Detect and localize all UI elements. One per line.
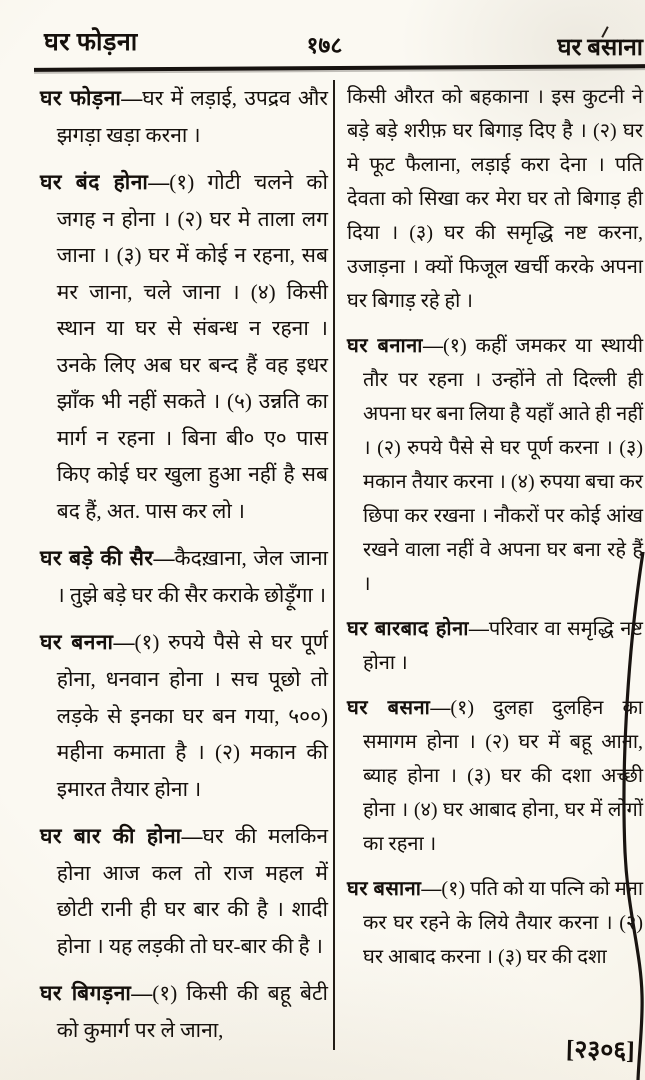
dictionary-entry [40,164,328,529]
entry-headword: घर बारबाद होना [347,618,469,640]
guide-word-right: घर बसाना [557,35,643,61]
entry-body: (१) गोटी चलने को जगह न होना । (२) घर मे ताला लग जाना । (३) घर में कोई न रहना, सब मर जाना, चले जाना । (४) किसी स्थान या घर से संबन्ध न रहना । उनके लिए अब घर बन्द हैं वह इधर झाँक भी नहीं सकते । (५) उन्नति का मार्ग न रहना । बिना बी० ए० पास किए कोई घर खुला हुआ नहीं है सब बद हैं, अत. पास कर लो । [56,170,328,523]
entry-body: (१) पति को या पत्नि को मना कर घर रहने के लिये तैयार करना । (२) घर आबाद करना । (३) घर की दशा [363,878,644,968]
catchword: [२३०६] [565,1036,636,1065]
entry-headword: घर बसाना [347,878,422,900]
page-number: १७८ [306,33,343,58]
header-rule [34,64,645,72]
entry-headword: घर बनाना [347,335,423,357]
entry-body: घर में लड़ाई, उपद्रव और झगड़ा खड़ा करना । [56,86,328,147]
entry-continuation: किसी औरत को बहकाना । इस कुटनी ने बड़े बड़े शरीफ़ घर बिगाड़ दिए है । (२) घर मे फूट फैलाना, लड़ाई करा देना । पति देवता को सिखा कर मेरा घर तो बिगाड़ ही दिया । (३) घर की समृद्धि नष्ट करना, उजाड़ना । क्यों फिजूल खर्ची करके अपना घर बिगाड़ रहे हो । [347,86,643,312]
entry-headword: घर बनना [40,630,114,655]
headword-dash: — [430,697,451,719]
entry-body: (१) कहीं जमकर या स्थायी तौर पर रहना । उन्होंने तो दिल्ली ही अपना घर बना लिया है यहाँ आते ही नहीं । (२) रुपये पैसे से घर पूर्ण करना । (३) मकान तैयार करना । (४) रुपया बचा कर छिपा कर रखना । नौकरों पर कोई आंख रखने वाला नहीं वे अपना घर बना रहे हैं । [363,335,644,595]
left-column [40,80,328,1059]
headword-dash: — [148,170,170,195]
entry-headword: घर फोड़ना [40,86,122,110]
headword-dash: — [131,981,153,1006]
entry-headword: घर बसना [347,697,431,719]
dictionary-entry [40,624,328,807]
entry-body: कैदख़ाना, जेल जाना । तुझे बड़े घर की सैर कराके छोड़ूँगा । [56,546,328,607]
dictionary-entry [40,975,328,1048]
entry-body: परिवार वा समृद्धि नष्ट होना । [363,618,643,674]
entry-body: घर की मलकिन होना आज कल तो राज महल में छोटी रानी ही घर बार की है । शादी होना । यह लड़की तो घर-बार की है । [56,824,328,958]
entry-body: (१) दुलहा दुलहिन का समागम होना । (२) घर में बहू आना, ब्याह होना । (३) घर की दशा अच्छी होना । (४) घर आबाद होना, घर में लोगों का रहना । [363,697,643,855]
dictionary-entry [40,80,328,153]
headword-dash: — [113,630,135,655]
entry-headword: घर बंद होना [40,170,149,195]
headword-dash: — [422,335,443,357]
guide-word-left: घर फोड़ना [44,29,138,56]
entry-body: (१) किसी की बहू बेटी को कुमार्ग पर ले जाना, [56,981,328,1042]
dictionary-entry [40,818,328,964]
page-header [42,22,643,62]
entry-headword: घर बड़े की सैर [40,546,154,571]
dictionary-entry [40,540,328,613]
entry-headword: घर बार की होना [40,824,182,849]
column-divider-rule [333,80,335,1050]
headword-dash: — [421,878,442,900]
entry-body: (१) रुपये पैसे से घर पूर्ण होना, धनवान होना । सच पूछो तो लड़के से इनका घर बन गया, ५००) महीना कमाता है । (२) मकान की इमारत तैयार होना । [56,630,328,801]
headword-dash: — [153,546,175,571]
headword-dash: — [468,618,489,640]
headword-dash: — [121,86,143,110]
headword-dash: — [181,824,203,849]
page-curl-line [585,552,645,1080]
entry-headword: घर बिगड़ना [40,981,132,1006]
